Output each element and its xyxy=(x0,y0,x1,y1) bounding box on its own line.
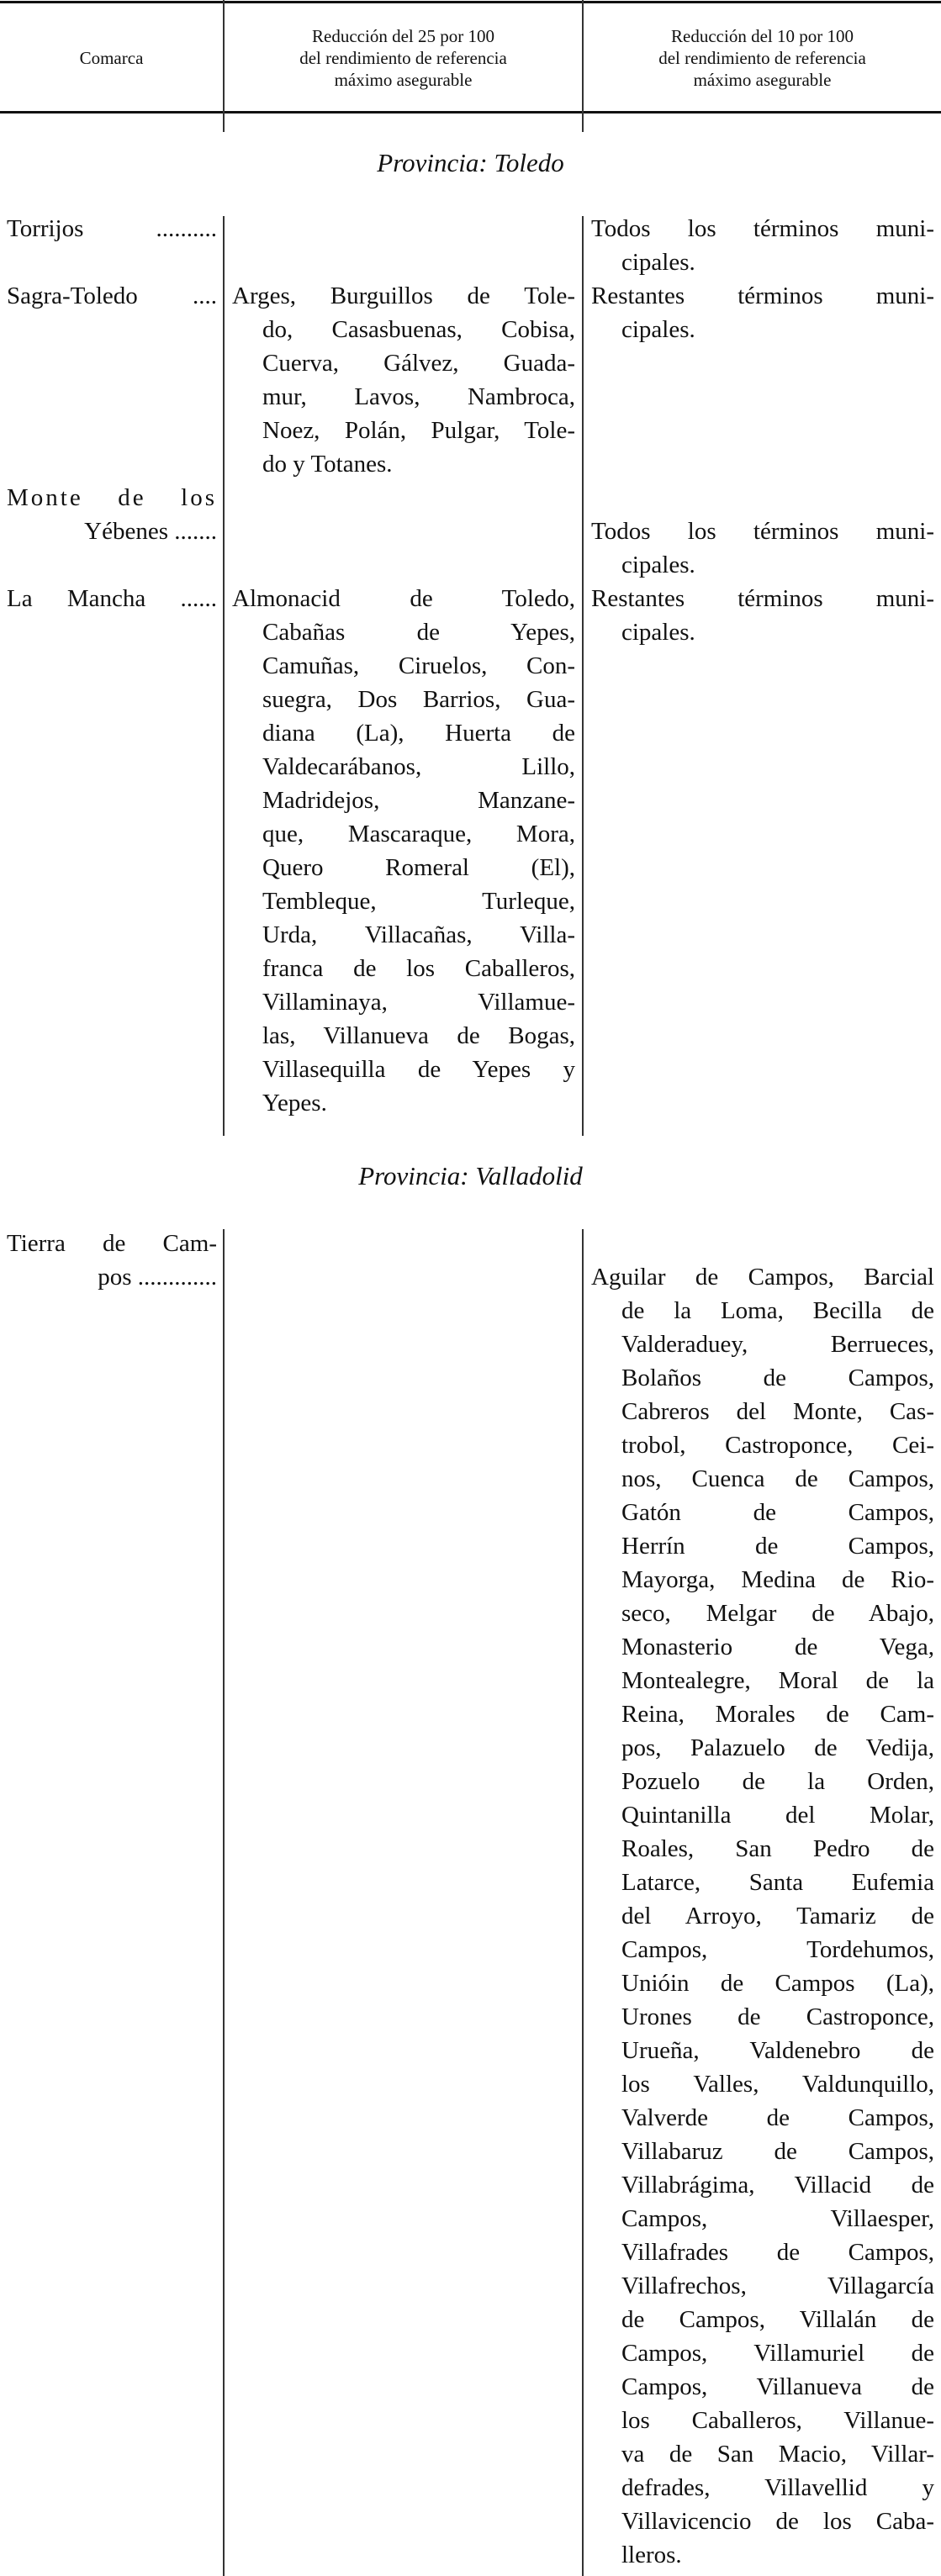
cell-line: Bolaños de Campos, xyxy=(621,1365,934,1391)
header-line: del rendimiento de referencia xyxy=(658,48,866,68)
column-divider-2-valladolid xyxy=(582,1229,584,2576)
cell-line: Villaminaya, Villamue- xyxy=(262,989,575,1016)
cell-line: Pozuelo de la Orden, xyxy=(621,1768,934,1795)
cell-line: de Campos, Villalán de xyxy=(621,2306,934,2333)
header-line: máximo asegurable xyxy=(334,70,473,90)
row-la-mancha-reduccion-25 xyxy=(232,582,575,1120)
comarca-label-cont: Yébenes ....... xyxy=(84,518,217,545)
comarca-label: Tierra de Cam- xyxy=(7,1230,217,1257)
row-la-mancha-comarca xyxy=(7,582,217,615)
cell-line: Todos los términos muni- xyxy=(591,518,934,545)
row-la-mancha-reduccion-10 xyxy=(591,582,934,649)
cell-line: Herrín de Campos, xyxy=(621,1533,934,1560)
header-line: Reducción del 25 por 100 xyxy=(312,26,494,46)
cell-line: cipales. xyxy=(621,249,695,276)
header-comarca xyxy=(0,4,223,112)
row-torrijos-reduccion-10 xyxy=(591,212,934,279)
cell-line: Cuerva, Gálvez, Guada- xyxy=(262,350,575,377)
cell-line: de la Loma, Becilla de xyxy=(621,1297,934,1324)
column-divider-1-valladolid xyxy=(223,1229,225,2576)
column-divider-1-toledo xyxy=(223,216,225,1136)
comarca-label-cont: pos ............. xyxy=(98,1264,217,1291)
cell-line: lleros. xyxy=(621,2542,682,2568)
cell-line: Urueña, Valdenebro de xyxy=(621,2037,934,2064)
cell-line: Unióin de Campos (La), xyxy=(621,1970,934,1997)
cell-line: Villabaruz de Campos, xyxy=(621,2138,934,2165)
cell-line: va de San Macio, Villar- xyxy=(621,2441,934,2468)
cell-line: Noez, Polán, Pulgar, Tole- xyxy=(262,417,575,444)
cell-line: Villasequilla de Yepes y xyxy=(262,1056,575,1083)
cell-line: Cabreros del Monte, Cas- xyxy=(621,1398,934,1425)
cell-line: Urones de Castroponce, xyxy=(621,2003,934,2030)
column-divider-2-toledo xyxy=(582,216,584,1136)
cell-line: Urda, Villacañas, Villa- xyxy=(262,921,575,948)
header-comarca-label: Comarca xyxy=(79,48,144,68)
cell-line: cipales. xyxy=(621,552,695,578)
comarca-label: La Mancha ...... xyxy=(7,585,217,612)
cell-line: Valdecarábanos, Lillo, xyxy=(262,753,575,780)
cell-line: Quero Romeral (El), xyxy=(262,854,575,881)
cell-line: Latarce, Santa Eufemia xyxy=(621,1869,934,1896)
cell-line: Almonacid de Toledo, xyxy=(232,585,575,612)
header-reduccion-25 xyxy=(225,4,582,112)
row-monte-yebenes-reduccion-10 xyxy=(591,515,934,582)
cell-line: Roales, San Pedro de xyxy=(621,1835,934,1862)
cell-line: Villafrades de Campos, xyxy=(621,2239,934,2266)
cell-line: Madridejos, Manzane- xyxy=(262,787,575,814)
cell-line: Reina, Morales de Cam- xyxy=(621,1701,934,1728)
row-sagra-toledo-reduccion-25 xyxy=(232,279,575,481)
cell-line: do, Casasbuenas, Cobisa, xyxy=(262,316,575,343)
cell-line: cipales. xyxy=(621,316,695,343)
cell-line: que, Mascaraque, Mora, xyxy=(262,821,575,847)
cell-line: pos, Palazuelo de Vedija, xyxy=(621,1734,934,1761)
cell-line: Campos, Tordehumos, xyxy=(621,1936,934,1963)
cell-line: seco, Melgar de Abajo, xyxy=(621,1600,934,1627)
province-heading-toledo: Provincia: Toledo xyxy=(377,148,564,177)
row-tierra-de-campos-comarca xyxy=(7,1227,217,1294)
row-sagra-toledo-reduccion-10 xyxy=(591,279,934,346)
cell-line: Yepes. xyxy=(262,1090,327,1116)
cell-line: mur, Lavos, Nambroca, xyxy=(262,383,575,410)
cell-line: Monasterio de Vega, xyxy=(621,1634,934,1660)
row-sagra-toledo-comarca xyxy=(7,279,217,313)
cell-line: defrades, Villavellid y xyxy=(621,2474,934,2501)
cell-line: Tembleque, Turleque, xyxy=(262,888,575,915)
cell-line: Valderaduey, Berrueces, xyxy=(621,1331,934,1358)
cell-line: franca de los Caballeros, xyxy=(262,955,575,982)
table-top-rule xyxy=(0,1,941,3)
comarca-label: Torrijos .......... xyxy=(7,215,217,242)
cell-line: Gatón de Campos, xyxy=(621,1499,934,1526)
row-torrijos-comarca xyxy=(7,212,217,245)
header-reduccion-10 xyxy=(584,4,941,112)
province-heading-valladolid: Provincia: Valladolid xyxy=(358,1161,583,1190)
row-tierra-de-campos-reduccion-10 xyxy=(591,1260,934,2572)
comarca-label: Monte de los xyxy=(7,484,217,511)
cell-line: cipales. xyxy=(621,619,695,646)
cell-line: nos, Cuenca de Campos, xyxy=(621,1465,934,1492)
cell-line: do y Totanes. xyxy=(262,451,393,478)
cell-line: Camuñas, Ciruelos, Con- xyxy=(262,652,575,679)
cell-line: Mayorga, Medina de Rio- xyxy=(621,1566,934,1593)
header-line: máximo asegurable xyxy=(693,70,832,90)
cell-line: Campos, Villanueva de xyxy=(621,2373,934,2400)
cell-line: diana (La), Huerta de xyxy=(262,720,575,747)
cell-line: Villafrechos, Villagarcía xyxy=(621,2272,934,2299)
cell-line: suegra, Dos Barrios, Gua- xyxy=(262,686,575,713)
cell-line: Todos los términos muni- xyxy=(591,215,934,242)
cell-line: trobol, Castroponce, Cei- xyxy=(621,1432,934,1459)
cell-line: los Valles, Valdunquillo, xyxy=(621,2071,934,2098)
cell-line: Villavicencio de los Caba- xyxy=(621,2508,934,2535)
cell-line: Campos, Villamuriel de xyxy=(621,2340,934,2367)
cell-line: Valverde de Campos, xyxy=(621,2104,934,2131)
cell-line: Aguilar de Campos, Barcial xyxy=(591,1264,934,1291)
cell-line: Montealegre, Moral de la xyxy=(621,1667,934,1694)
comarca-label: Sagra-Toledo .... xyxy=(7,282,217,309)
cell-line: del Arroyo, Tamariz de xyxy=(621,1903,934,1929)
cell-line: Campos, Villaesper, xyxy=(621,2205,934,2232)
cell-line: Restantes términos muni- xyxy=(591,282,934,309)
cell-line: Quintanilla del Molar, xyxy=(621,1802,934,1829)
header-line: del rendimiento de referencia xyxy=(299,48,507,68)
cell-line: Cabañas de Yepes, xyxy=(262,619,575,646)
cell-line: Villabrágima, Villacid de xyxy=(621,2172,934,2199)
cell-line: Restantes términos muni- xyxy=(591,585,934,612)
cell-line: las, Villanueva de Bogas, xyxy=(262,1022,575,1049)
cell-line: los Caballeros, Villanue- xyxy=(621,2407,934,2434)
header-line: Reducción del 10 por 100 xyxy=(671,26,854,46)
row-monte-yebenes-comarca xyxy=(7,481,217,548)
cell-line: Arges, Burguillos de Tole- xyxy=(232,282,575,309)
